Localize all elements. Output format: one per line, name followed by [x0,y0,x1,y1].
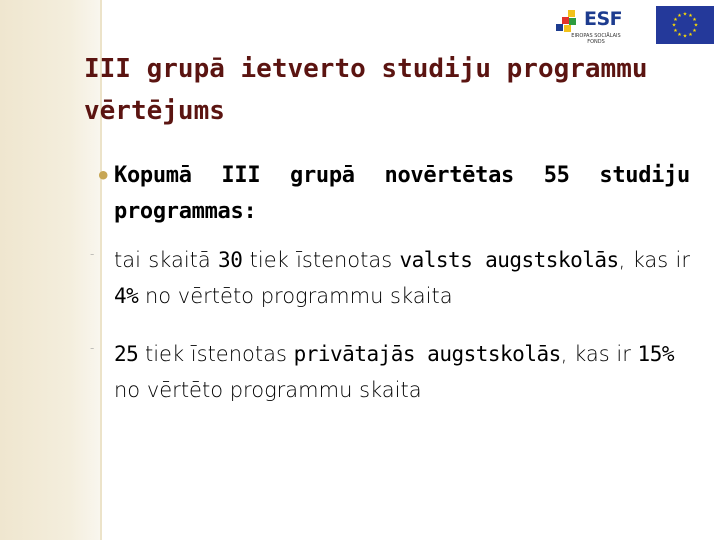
text-segment: tai skaitā [114,248,219,272]
slide-title: III grupā ietverto studiju programmu vērtējums [84,54,648,126]
esf-logo [556,8,630,46]
dash-marker: - [90,247,95,261]
eu-star-icon: ★ [692,28,697,35]
slide-body [90,158,690,408]
text-segment: no vērtēto programmu skaita [114,378,422,402]
bullet-text [114,342,674,402]
text-segment: Kopumā III grupā novērtētas 55 studiju programmas: [114,163,690,224]
esf-logo-subtitle: EIROPAS SOCIĀLAIS FONDS [571,33,621,45]
text-segment-bold: 15% [637,342,674,366]
esf-logo-icon [556,10,582,32]
eu-star-icon: ★ [682,11,688,18]
bullet-item [96,158,690,230]
eu-star-icon: ★ [673,17,678,24]
dash-marker: - [90,341,95,355]
esf-logo-text: ESF [584,8,623,30]
text-segment: , kas ir [560,342,638,366]
text-segment-bold: privātajās augstskolās [293,342,561,366]
eu-star-icon: ★ [688,13,693,20]
text-segment: , kas ir [618,248,690,272]
sub-bullet-item [90,242,690,314]
eu-flag-icon [656,6,714,44]
eu-star-icon: ★ [692,17,697,24]
text-segment-bold: 25 [114,342,139,366]
text-segment: tiek īstenotas [138,342,294,366]
text-segment: tiek īstenotas [242,248,400,272]
eu-star-icon: ★ [671,22,677,29]
eu-star-icon: ★ [693,22,699,29]
eu-star-icon: ★ [677,32,682,39]
text-segment: no vērtēto programmu skaita [138,284,453,308]
bullet-text [114,163,690,224]
eu-star-icon: ★ [688,32,693,39]
bullet-marker: • [96,162,111,190]
eu-star-icon: ★ [673,28,678,35]
text-segment-bold: 30 [218,248,243,272]
text-segment-bold: valsts augstskolās [399,248,619,272]
eu-star-icon: ★ [677,13,682,20]
eu-star-icon: ★ [682,33,688,40]
bullet-text [114,248,690,308]
text-segment-bold: 4% [114,284,139,308]
sub-bullet-item [90,336,690,408]
